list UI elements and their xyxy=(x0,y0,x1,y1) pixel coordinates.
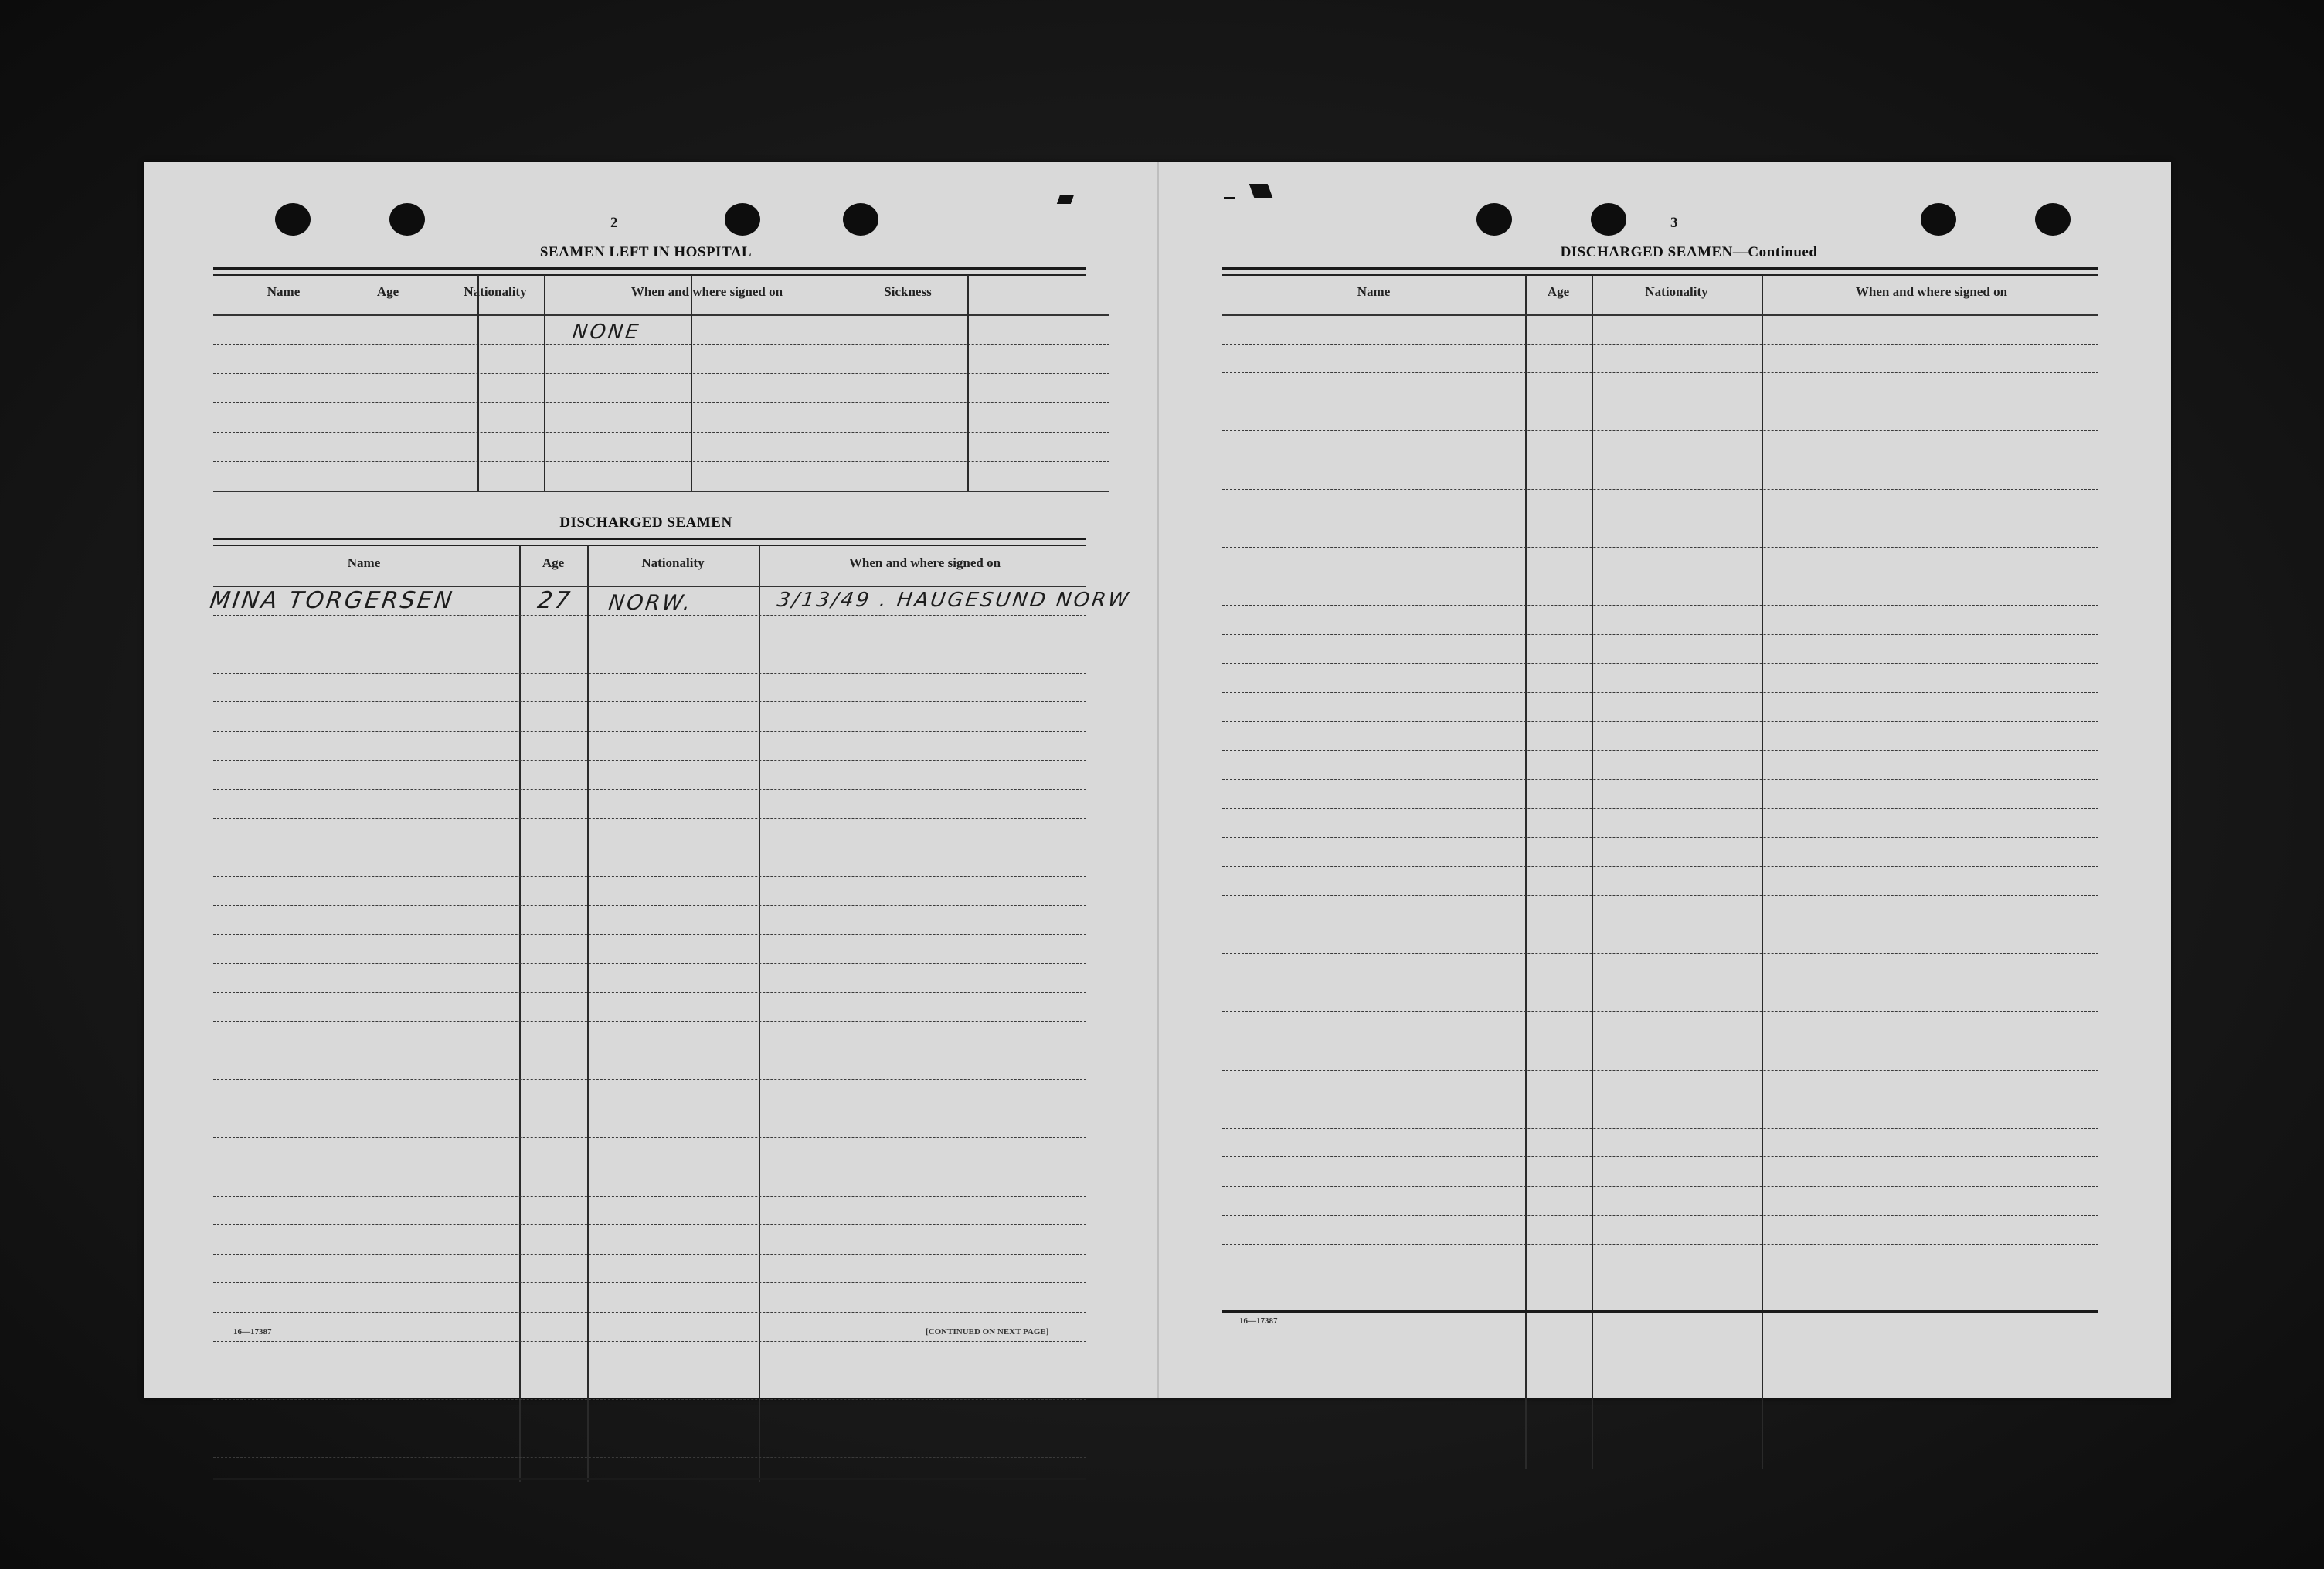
seaman-age: 27 xyxy=(535,587,574,614)
right-col-divider xyxy=(1762,275,1763,1469)
ruled-line xyxy=(213,760,1086,761)
ruled-line xyxy=(1222,344,2098,345)
hospital-col-name: Name xyxy=(267,284,301,299)
ruled-line xyxy=(1222,953,2098,954)
hospital-row-line xyxy=(213,373,1109,374)
punch-hole xyxy=(843,203,878,236)
hospital-col-divider xyxy=(691,275,692,491)
hospital-col-divider xyxy=(544,275,545,491)
scan-mark xyxy=(1224,197,1235,199)
form-number-left: 16—17387 xyxy=(233,1327,272,1336)
page-fold xyxy=(1157,162,1159,1398)
punch-hole xyxy=(1921,203,1956,236)
right-col-age: Age xyxy=(1547,284,1570,299)
punch-hole xyxy=(275,203,311,236)
discharged-continued-suffix: —Continued xyxy=(1732,244,1818,260)
ruled-line xyxy=(1222,1215,2098,1216)
ruled-line xyxy=(1222,750,2098,751)
ruled-line xyxy=(1222,692,2098,693)
hospital-col-divider xyxy=(477,275,479,491)
hospital-section-title: SEAMEN LEFT IN HOSPITAL xyxy=(539,244,753,260)
ruled-line xyxy=(1222,808,2098,809)
ruled-line xyxy=(1222,663,2098,664)
page-number-right: 3 xyxy=(1670,215,1678,231)
hospital-col-divider xyxy=(967,275,969,491)
ruled-line xyxy=(213,992,1086,993)
discharged-col-when-where: When and where signed on xyxy=(848,555,1001,570)
right-col-divider xyxy=(1525,275,1527,1469)
ruled-line xyxy=(213,1079,1086,1080)
ruled-line xyxy=(1222,372,2098,373)
punch-hole xyxy=(725,203,760,236)
hospital-top-rule xyxy=(213,267,1086,270)
ruled-line xyxy=(213,1399,1086,1400)
ruled-line xyxy=(213,1137,1086,1138)
right-top-rule xyxy=(1222,267,2098,270)
hospital-row-line xyxy=(213,344,1109,345)
ruled-line xyxy=(213,818,1086,819)
hospital-header-underline xyxy=(213,314,1109,316)
hospital-row-line xyxy=(213,461,1109,462)
ruled-line xyxy=(1222,1011,2098,1012)
discharged-continued-main: DISCHARGED SEAMEN xyxy=(1560,244,1733,260)
ruled-line xyxy=(1222,430,2098,431)
ruled-line xyxy=(1222,489,2098,490)
discharged-section-title: DISCHARGED SEAMEN xyxy=(559,515,732,531)
ruled-line xyxy=(213,673,1086,674)
ruled-line xyxy=(1222,837,2098,838)
continued-note: [CONTINUED ON NEXT PAGE] xyxy=(926,1327,1049,1336)
ruled-line xyxy=(213,1254,1086,1255)
ruled-line xyxy=(213,934,1086,935)
ruled-line xyxy=(1222,634,2098,635)
right-col-name: Name xyxy=(1357,284,1391,299)
scan-mark xyxy=(1249,184,1273,198)
hospital-col-age: Age xyxy=(376,284,399,299)
ruled-line xyxy=(1222,314,2098,316)
ruled-line xyxy=(1222,1186,2098,1187)
ruled-line xyxy=(1222,605,2098,606)
hospital-top-rule-2 xyxy=(213,274,1086,276)
hospital-col-when-where: When and where signed on xyxy=(630,284,783,299)
discharged-col-name: Name xyxy=(347,555,381,570)
hospital-none-entry: NONE xyxy=(570,321,642,344)
hospital-col-nationality: Nationality xyxy=(464,284,527,299)
hospital-bottom-line xyxy=(213,491,1109,492)
ruled-line xyxy=(213,731,1086,732)
ruled-line xyxy=(1222,1156,2098,1157)
form-number-right: 16—17387 xyxy=(1239,1316,1278,1326)
discharged-top-rule-2 xyxy=(213,545,1086,546)
ruled-line xyxy=(1222,866,2098,867)
page-number-left: 2 xyxy=(610,215,618,231)
ruled-line xyxy=(213,1457,1086,1458)
ruled-line xyxy=(213,905,1086,906)
ruled-line xyxy=(1222,1128,2098,1129)
ruled-line xyxy=(213,1341,1086,1342)
discharged-col-nationality: Nationality xyxy=(641,555,705,570)
ruled-line xyxy=(213,963,1086,964)
ruled-line xyxy=(1222,721,2098,722)
ruled-line xyxy=(213,789,1086,790)
ruled-line xyxy=(1222,547,2098,548)
seaman-signed-on: 3/13/49 . HAUGESUND NORW xyxy=(775,589,1133,612)
ruled-line xyxy=(213,1196,1086,1197)
ruled-line xyxy=(213,876,1086,877)
ruled-line xyxy=(213,1282,1086,1283)
punch-hole xyxy=(1476,203,1512,236)
ruled-line xyxy=(213,1021,1086,1022)
discharged-bottom-rule xyxy=(213,1478,1086,1480)
right-col-divider xyxy=(1592,275,1593,1469)
seaman-name: MINA TORGERSEN xyxy=(208,587,456,614)
hospital-row-line xyxy=(213,432,1109,433)
discharged-top-rule xyxy=(213,538,1086,540)
right-col-nationality: Nationality xyxy=(1645,284,1708,299)
ruled-line xyxy=(1222,779,2098,780)
ruled-line xyxy=(1222,1244,2098,1245)
ruled-line xyxy=(1222,1070,2098,1071)
discharged-continued-title xyxy=(1457,244,1921,261)
hospital-col-sickness: Sickness xyxy=(884,284,932,299)
ruled-line xyxy=(213,701,1086,702)
punch-hole xyxy=(2035,203,2071,236)
scan-mark xyxy=(1057,195,1074,204)
punch-hole xyxy=(389,203,425,236)
ruled-line xyxy=(213,1224,1086,1225)
seaman-nationality: NORW. xyxy=(606,591,695,615)
right-col-when-where: When and where signed on xyxy=(1855,284,2008,299)
discharged-col-age: Age xyxy=(542,555,565,570)
hospital-row-line xyxy=(213,402,1109,403)
ledger-sheet xyxy=(144,162,2171,1398)
ruled-line xyxy=(1222,895,2098,896)
ruled-line xyxy=(213,1312,1086,1313)
punch-hole xyxy=(1591,203,1626,236)
right-top-rule-2 xyxy=(1222,274,2098,276)
right-bottom-rule xyxy=(1222,1310,2098,1313)
